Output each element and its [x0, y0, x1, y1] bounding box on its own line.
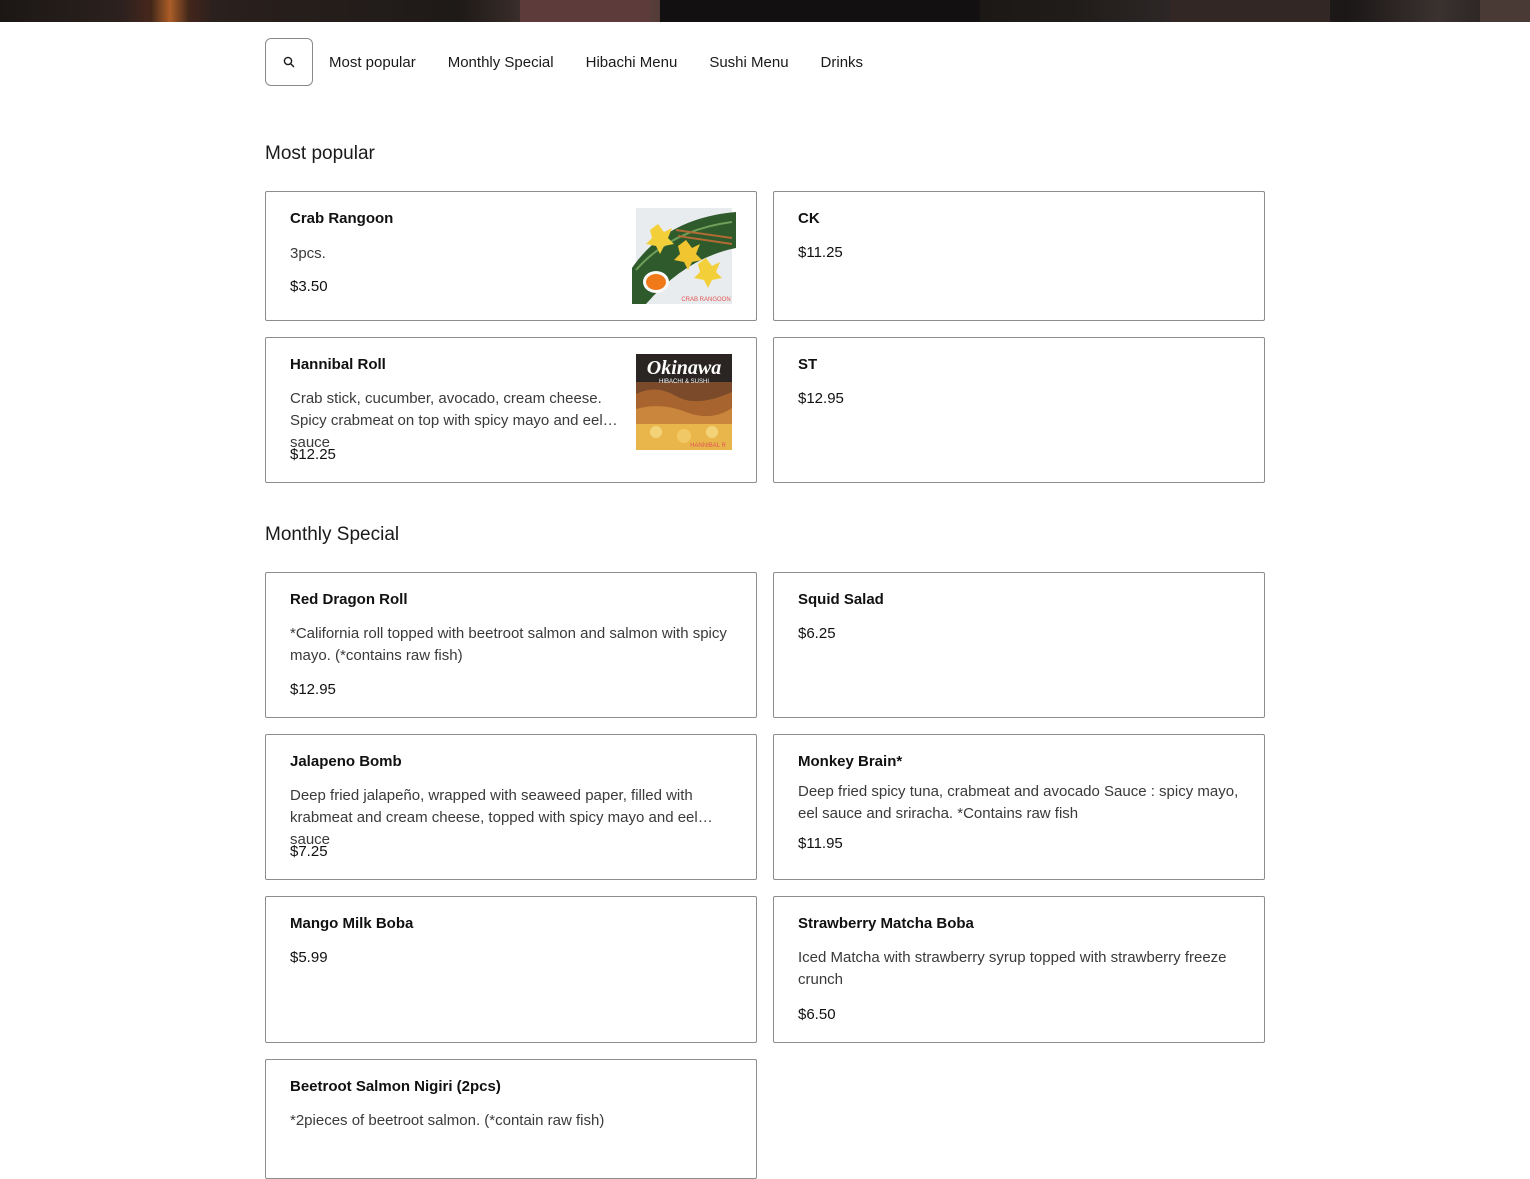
search-icon: [283, 56, 295, 68]
menu-item-card[interactable]: [265, 572, 757, 718]
item-price: $12.95: [290, 681, 336, 698]
hero-banner-image: [0, 0, 1530, 22]
image-caption: CRAB RANGOON: [681, 297, 731, 303]
menu-item-card[interactable]: [773, 896, 1265, 1043]
tab-hibachi-menu[interactable]: Hibachi Menu: [585, 53, 678, 71]
item-name: Jalapeno Bomb: [290, 753, 402, 770]
item-description: *California roll topped with beetroot salmon and salmon with spicy mayo. (*contains raw fish): [290, 625, 727, 664]
item-description: Iced Matcha with strawberry syrup topped with strawberry freeze crunch: [798, 949, 1227, 988]
item-name: CK: [798, 210, 820, 227]
item-price: $5.99: [290, 949, 328, 966]
item-price: $12.95: [798, 390, 844, 407]
item-name: ST: [798, 356, 818, 373]
item-price: $12.25: [290, 446, 336, 463]
item-name: Monkey Brain*: [798, 753, 903, 770]
item-name: Hannibal Roll: [290, 356, 386, 373]
image-sub-text: HIBACHI & SUSHI: [658, 379, 710, 385]
image-caption: HANNIBAL R: [690, 443, 726, 449]
item-name: Crab Rangoon: [290, 210, 394, 227]
item-price: $6.50: [798, 1006, 836, 1023]
tab-sushi-menu[interactable]: Sushi Menu: [709, 53, 789, 71]
menu-item-card[interactable]: [773, 572, 1265, 718]
item-description: Crab stick, cucumber, avocado, cream cheese. Spicy crabmeat on top with spicy mayo and eel sauce: [290, 390, 603, 451]
item-description: 3pcs.: [290, 245, 326, 262]
item-name: Strawberry Matcha Boba: [798, 915, 974, 932]
menu-item-card[interactable]: [773, 734, 1265, 880]
menu-item-card[interactable]: [265, 337, 757, 483]
hannibal-roll-image: [636, 354, 732, 450]
item-name: Red Dragon Roll: [290, 591, 408, 608]
crab-rangoon-image: [636, 208, 732, 304]
item-price: $11.95: [798, 835, 843, 852]
tab-monthly-special[interactable]: Monthly Special: [447, 53, 554, 71]
item-description: Deep fried jalapeño, wrapped with seaweed paper, filled with krabmeat and cream cheese, topped with spicy mayo and eel sauce: [290, 787, 698, 848]
menu-item-card[interactable]: [773, 337, 1265, 483]
tab-most-popular[interactable]: Most popular: [329, 53, 416, 71]
section-title-monthly-special: Monthly Special: [265, 524, 400, 545]
menu-item-card[interactable]: [265, 734, 757, 880]
item-price: $3.50: [290, 278, 328, 295]
item-name: Mango Milk Boba: [290, 915, 414, 932]
menu-item-card[interactable]: [265, 1059, 757, 1179]
item-price: $11.25: [798, 244, 843, 261]
menu-item-card[interactable]: [773, 191, 1265, 321]
item-description: Deep fried spicy tuna, crabmeat and avocado Sauce : spicy mayo, eel sauce and sriracha. *Contains raw fish: [798, 783, 1239, 822]
item-price: $7.25: [290, 843, 328, 860]
item-name: Beetroot Salmon Nigiri (2pcs): [290, 1078, 501, 1095]
section-title-most-popular: Most popular: [265, 143, 375, 164]
item-description: *2pieces of beetroot salmon. (*contain raw fish): [290, 1112, 605, 1129]
image-logo-text: Okinawa: [646, 357, 722, 379]
search-button[interactable]: [265, 38, 313, 86]
item-name: Squid Salad: [798, 591, 884, 608]
menu-item-card[interactable]: [265, 896, 757, 1043]
menu-item-card[interactable]: [265, 191, 757, 321]
item-price: $6.25: [798, 625, 836, 642]
category-nav: [265, 38, 863, 86]
tab-drinks[interactable]: Drinks: [820, 53, 864, 71]
